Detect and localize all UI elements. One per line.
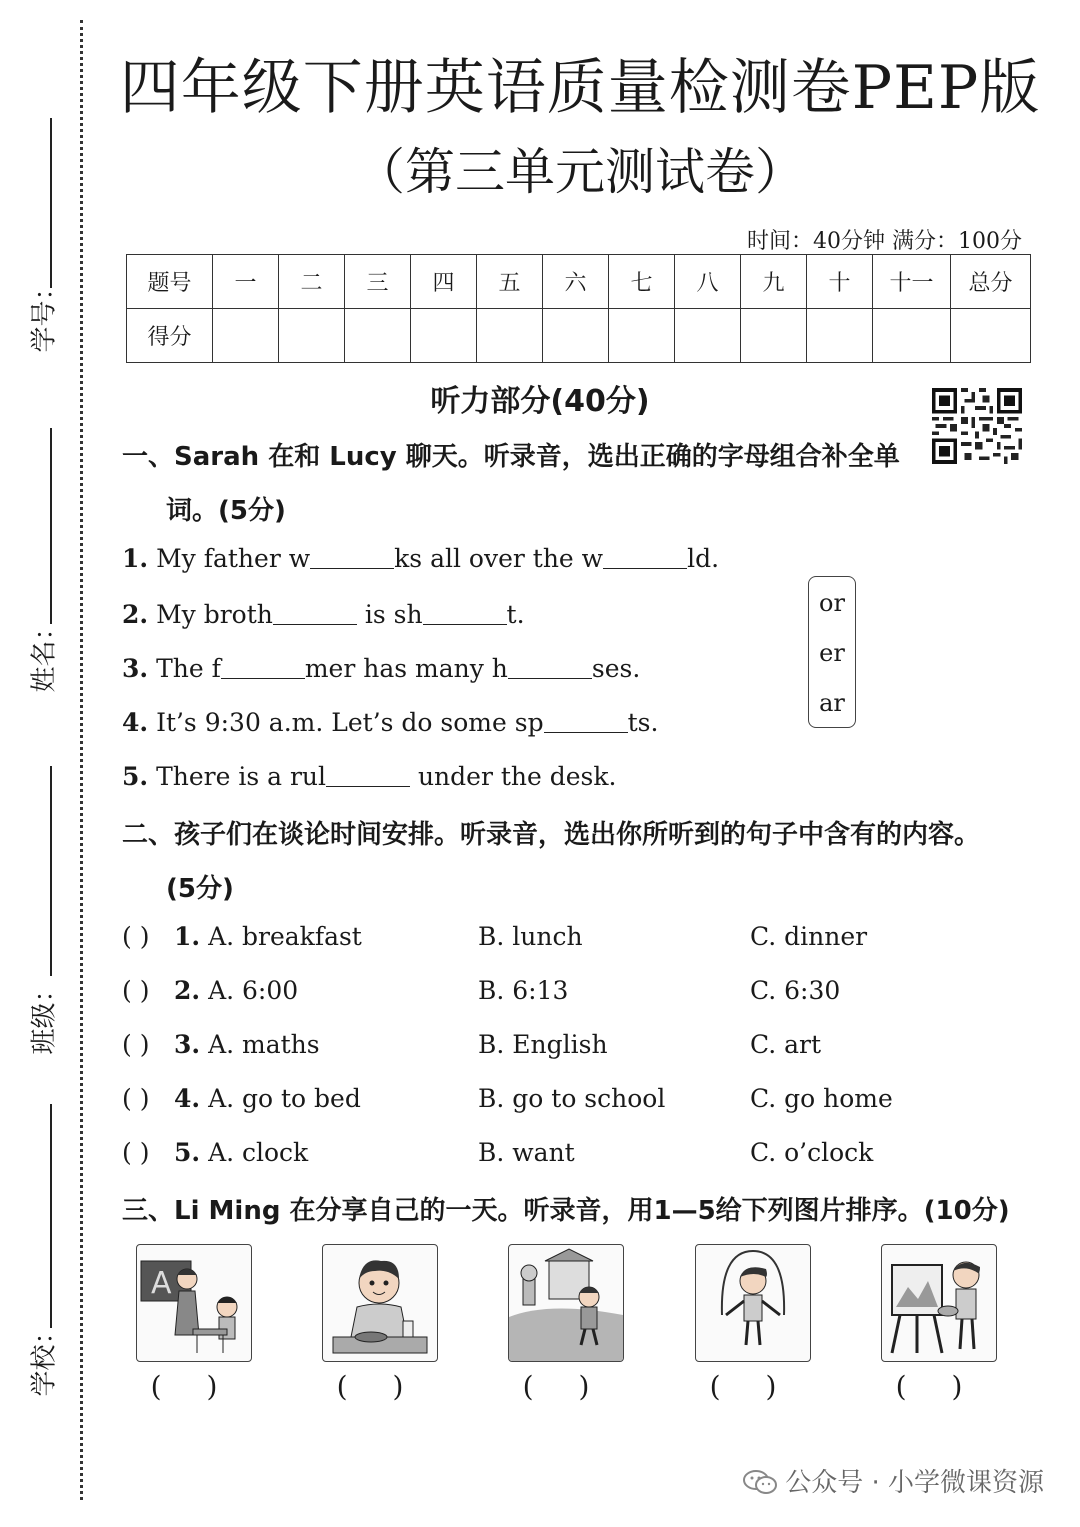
q1-item-2: [122, 600, 525, 629]
option-b[interactable]: B. lunch: [478, 922, 583, 951]
q1-heading-cont: 词。(5分): [166, 496, 286, 526]
item-option-a: [174, 1138, 308, 1167]
letter-option: or: [819, 589, 845, 617]
score-input-cell[interactable]: [345, 309, 411, 363]
item-number: 5.: [174, 1138, 201, 1167]
item-text: ks all over the w: [394, 544, 604, 573]
score-table-cell: 一: [213, 255, 279, 309]
item-text: ld.: [687, 544, 720, 573]
name-label: 姓名：: [29, 614, 60, 693]
picture-answer-paren[interactable]: ( ): [522, 1370, 608, 1403]
class-blank[interactable]: [50, 766, 52, 976]
score-table-cell: 七: [609, 255, 675, 309]
option-c[interactable]: C. art: [750, 1030, 822, 1059]
answer-paren[interactable]: ( ): [122, 976, 150, 1005]
answer-blank[interactable]: [273, 602, 357, 625]
option-c[interactable]: C. 6:30: [750, 976, 841, 1005]
q2-item-2: [122, 976, 1022, 1016]
class-label: 班级：: [29, 976, 60, 1055]
score-input-cell[interactable]: [609, 309, 675, 363]
option-c[interactable]: C. dinner: [750, 922, 868, 951]
q2-item-5: [122, 1138, 1022, 1178]
letter-option: er: [819, 639, 845, 667]
picture-answer-paren[interactable]: ( ): [709, 1370, 795, 1403]
item-text: ts.: [627, 708, 659, 737]
option-a[interactable]: A. go to bed: [208, 1084, 361, 1113]
option-a[interactable]: A. 6:00: [208, 976, 299, 1005]
school-label: 学校：: [29, 1318, 60, 1397]
option-c[interactable]: C. o’clock: [750, 1138, 874, 1167]
option-b[interactable]: B. English: [478, 1030, 608, 1059]
picture-jumping-rope: [695, 1244, 811, 1362]
score-table-cell: 十: [807, 255, 873, 309]
letter-options-box: [808, 576, 856, 728]
item-text: mer has many h: [304, 654, 508, 683]
letter-option: ar: [819, 689, 845, 717]
option-a[interactable]: A. breakfast: [208, 922, 362, 951]
option-b[interactable]: B. 6:13: [478, 976, 569, 1005]
q2-heading: 二、孩子们在谈论时间安排。听录音，选出你所听到的句子中含有的内容。: [122, 820, 981, 850]
q1-heading: 一、Sarah 在和 Lucy 聊天。听录音，选出正确的字母组合补全单: [122, 442, 900, 472]
score-table-cell: 三: [345, 255, 411, 309]
q2-item-1: [122, 922, 1022, 962]
answer-blank[interactable]: [508, 656, 592, 679]
qr-code-icon: [932, 388, 1022, 464]
answer-blank[interactable]: [326, 764, 410, 787]
score-table: [126, 254, 1031, 363]
listening-section-header: 听力部分(40分): [430, 384, 650, 419]
item-number: 4.: [122, 708, 149, 737]
q1-item-4: [122, 708, 658, 737]
item-text: My father w: [156, 544, 311, 573]
item-text: My broth: [156, 600, 273, 629]
score-table-cell: 题号: [127, 255, 213, 309]
answer-paren[interactable]: ( ): [122, 1138, 150, 1167]
student-no-label: 学号：: [29, 274, 60, 353]
answer-blank[interactable]: [603, 546, 687, 569]
answer-paren[interactable]: ( ): [122, 922, 150, 951]
q2-item-4: [122, 1084, 1022, 1124]
item-text: It’s 9:30 a.m. Let’s do some sp: [156, 708, 544, 737]
binding-dotted-line: [80, 20, 83, 1500]
score-table-header-row: [127, 255, 1031, 309]
picture-painting: [881, 1244, 997, 1362]
option-a[interactable]: A. clock: [208, 1138, 309, 1167]
item-option-a: [174, 976, 298, 1005]
answer-paren[interactable]: ( ): [122, 1030, 150, 1059]
score-input-cell[interactable]: [951, 309, 1031, 363]
name-blank[interactable]: [50, 428, 52, 624]
answer-blank[interactable]: [221, 656, 305, 679]
student-no-blank[interactable]: [50, 118, 52, 288]
option-c[interactable]: C. go home: [750, 1084, 893, 1113]
school-blank[interactable]: [50, 1104, 52, 1328]
score-input-cell[interactable]: [807, 309, 873, 363]
score-table-cell: 四: [411, 255, 477, 309]
item-text: t.: [506, 600, 525, 629]
answer-paren[interactable]: ( ): [122, 1084, 150, 1113]
item-number: 1.: [174, 922, 201, 951]
item-option-a: [174, 922, 362, 951]
item-text: ses.: [591, 654, 641, 683]
svg-text:A: A: [151, 1266, 172, 1301]
score-table-score-row: [127, 309, 1031, 363]
item-number: 2.: [174, 976, 201, 1005]
answer-blank[interactable]: [310, 546, 394, 569]
picture-answer-paren[interactable]: ( ): [336, 1370, 422, 1403]
picture-answer-paren[interactable]: ( ): [150, 1370, 236, 1403]
picture-walking-to-school: [508, 1244, 624, 1362]
time-score-info: 时间：40分钟 满分：100分: [747, 229, 1022, 254]
item-text: The f: [156, 654, 221, 683]
item-text: is sh: [356, 600, 423, 629]
item-number: 4.: [174, 1084, 201, 1113]
picture-eating-breakfast: [322, 1244, 438, 1362]
score-input-cell[interactable]: [279, 309, 345, 363]
item-number: 3.: [122, 654, 149, 683]
q1-item-3: [122, 654, 640, 683]
score-input-cell[interactable]: [213, 309, 279, 363]
wechat-icon: [743, 1469, 777, 1495]
item-number: 1.: [122, 544, 149, 573]
item-number: 2.: [122, 600, 149, 629]
picture-answer-paren[interactable]: ( ): [895, 1370, 981, 1403]
score-table-cell: 二: [279, 255, 345, 309]
item-option-a: [174, 1030, 320, 1059]
q1-item-5: [122, 762, 616, 791]
score-table-cell: 八: [675, 255, 741, 309]
page-subtitle: （第三单元测试卷）: [355, 143, 805, 201]
score-table-cell: 十一: [873, 255, 951, 309]
page-title: 四年级下册英语质量检测卷PEP版: [119, 53, 1041, 123]
q2-item-3: [122, 1030, 1022, 1070]
watermark-text: 公众号 · 小学微课资源: [785, 1468, 1044, 1498]
q2-heading-cont: (5分): [166, 874, 234, 904]
option-a[interactable]: A. maths: [208, 1030, 320, 1059]
score-input-cell[interactable]: [411, 309, 477, 363]
score-input-cell[interactable]: [543, 309, 609, 363]
wechat-watermark: [743, 1462, 1044, 1499]
option-b[interactable]: B. want: [478, 1138, 575, 1167]
score-input-cell[interactable]: [873, 309, 951, 363]
score-input-cell[interactable]: [675, 309, 741, 363]
option-b[interactable]: B. go to school: [478, 1084, 666, 1113]
answer-blank[interactable]: [544, 710, 628, 733]
item-option-a: [174, 1084, 361, 1113]
score-input-cell[interactable]: [741, 309, 807, 363]
item-number: 5.: [122, 762, 149, 791]
score-table-cell: 五: [477, 255, 543, 309]
q3-heading: 三、Li Ming 在分享自己的一天。听录音，用1—5给下列图片排序。(10分): [122, 1196, 1010, 1226]
score-row-label: 得分: [127, 309, 213, 363]
score-input-cell[interactable]: [477, 309, 543, 363]
item-text: under the desk.: [410, 762, 617, 791]
score-table-cell: 六: [543, 255, 609, 309]
item-number: 3.: [174, 1030, 201, 1059]
picture-teacher-classroom: [136, 1244, 252, 1362]
q1-item-1: [122, 544, 719, 573]
item-text: There is a rul: [156, 762, 326, 791]
score-table-cell: 总分: [951, 255, 1031, 309]
score-table-cell: 九: [741, 255, 807, 309]
answer-blank[interactable]: [423, 602, 507, 625]
